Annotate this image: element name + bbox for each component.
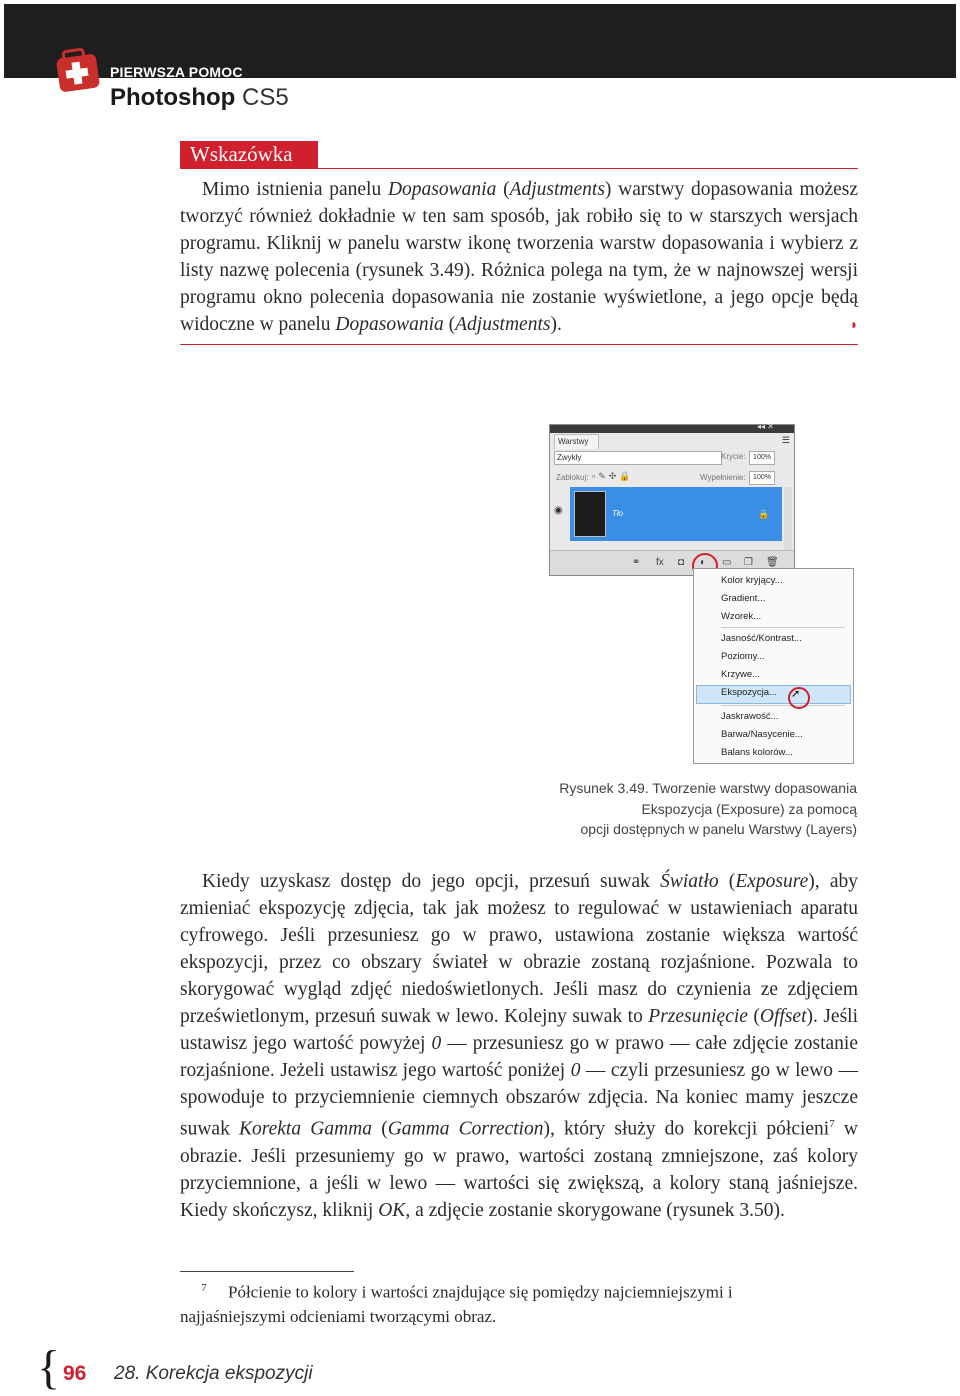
product-version: CS5 xyxy=(241,84,289,111)
collapse-icon[interactable]: ◂◂ ✕ xyxy=(757,422,774,431)
figure-caption xyxy=(520,778,857,840)
menu-item-pattern[interactable]: Wzorek... xyxy=(721,611,762,622)
caption-line: Rysunek 3.49. Tworzenie warstwy dopasowania xyxy=(559,780,857,796)
tip-divider-top xyxy=(318,168,858,169)
body-paragraph: Kiedy uzyskasz dostęp do jego opcji, przesuń suwak Światło (Exposure), aby zmieniać ekspozycję zdjęcia, tak jak możesz to regulować w ustawieniach aparatu cyfrowego. Jeśli przesuniesz go w prawo, ustawiona zostanie większa wartość ekspozycji, przez co obszary świateł w obrazie zostaną rozjaśnione. Pozwala to skorygować wygląd zdjęć niedoświetlonych. Jeśli masz do czynienia ze zdjęciem prześwietlonym, przesuń suwak w lewo. Kolejny suwak to Przesunięcie (Offset). Jeśli ustawisz jego wartość powyżej 0 — przesuniesz go w prawo — całe zdjęcie zostanie rozjaśnione. Jeżeli ustawisz jego wartość poniżej 0 — czyli przesuniesz go w lewo — spowoduje to przyciemnienie ciemnych obszarów zdjęcia. Na koniec mamy jeszcze suwak Korekta Gamma (Gamma Correction), który służy do korekcji półcieni$^7$ w obrazie. Jeśli przesuniemy go w prawo, wartości zostaną zmniejszone, zaś kolory przyciemnione, a jeśli w lewo — wartości się zwiększą, a kolory staną jaśniejsze. Kiedy skończysz, kliknij OK, a zdjęcie zostanie skorygowane (rysunek 3.50). xyxy=(180,871,859,1221)
product-title xyxy=(110,84,289,112)
layer-name: Tło xyxy=(612,509,624,518)
mask-icon[interactable]: ◘ xyxy=(678,557,685,568)
link-icon[interactable]: ⚭ xyxy=(632,557,641,568)
new-layer-icon[interactable]: ❐ xyxy=(744,557,753,568)
layers-panel-screenshot xyxy=(549,424,795,576)
footnote xyxy=(180,1276,820,1329)
tip-end-marker-icon: ◗ xyxy=(850,318,859,333)
chapter-title: 28. Korekcja ekspozycji xyxy=(114,1363,313,1384)
menu-item-exposure[interactable]: Ekspozycja... xyxy=(721,687,777,698)
opacity-field[interactable]: 100% xyxy=(749,451,775,465)
menu-item-hue-saturation[interactable]: Barwa/Nasycenie... xyxy=(721,729,803,740)
cursor-arrow-icon: ➚ xyxy=(791,688,801,700)
menu-item-solid-color[interactable]: Kolor kryjący... xyxy=(721,575,783,586)
product-name: Photoshop xyxy=(110,84,236,111)
visibility-eye-icon[interactable]: ◉ xyxy=(554,505,563,516)
series-title: PIERWSZA POMOC xyxy=(110,64,243,80)
blend-mode-select[interactable]: Zwykły xyxy=(554,451,722,465)
menu-separator xyxy=(721,627,845,628)
menu-item-gradient[interactable]: Gradient... xyxy=(721,593,766,604)
page-number: 96 xyxy=(63,1362,87,1385)
lock-label: Zablokuj: xyxy=(556,473,589,482)
footnote-text: Półcienie to kolory i wartości znajdujące się pomiędzy najciemniejszymi i najjaśniejszymi odcieniami tworzącymi obraz. xyxy=(180,1282,733,1326)
first-aid-kit-icon xyxy=(54,48,102,92)
trash-icon[interactable]: 🗑 xyxy=(766,557,779,568)
menu-item-curves[interactable]: Krzywe... xyxy=(721,669,761,680)
menu-item-color-balance[interactable]: Balans kolorów... xyxy=(721,747,793,758)
caption-line: Ekspozycja (Exposure) za pomocą xyxy=(641,800,857,817)
tip-divider xyxy=(180,168,318,169)
menu-item-vibrance[interactable]: Jaskrawość... xyxy=(721,711,779,722)
menu-item-brightness-contrast[interactable]: Jasność/Kontrast... xyxy=(721,633,802,644)
adjustment-menu xyxy=(693,568,854,764)
group-icon[interactable]: ▭ xyxy=(722,557,732,568)
fill-field[interactable]: 100% xyxy=(749,471,775,485)
fx-icon[interactable]: fx xyxy=(656,557,664,568)
layer-thumbnail xyxy=(574,491,606,537)
caption-line: opcji dostępnych w panelu Warstwy (Layers) xyxy=(580,821,857,837)
menu-separator xyxy=(721,705,845,706)
scrollbar[interactable] xyxy=(784,487,792,551)
footer-brace: { xyxy=(37,1341,61,1394)
lock-options-icon[interactable]: ▫✎✣🔒 xyxy=(592,471,634,481)
footnote-number: 7 xyxy=(201,1282,207,1294)
tip-divider-bottom xyxy=(180,344,858,345)
tab-layers[interactable]: Warstwy xyxy=(554,434,599,449)
tip-text: Mimo istnienia panelu Dopasowania (Adjustments) warstwy dopasowania możesz tworzyć również dokładnie w ten sam sposób, jak robiło się to w starszych wersjach programu. Kliknij w panelu warstw ikonę tworzenia warstw dopasowania i wybierz z listy nazwę polecenia (rysunek 3.49). Różnica polega na tym, że w najnowszej wersji programu okno polecenia dopasowania nie zostanie wyświetlone, a jego opcje będą widoczne w panelu Dopasowania (Adjustments). xyxy=(180,179,858,335)
panel-menu-icon[interactable]: ☰ xyxy=(781,435,790,445)
menu-item-levels[interactable]: Poziomy... xyxy=(721,651,765,662)
fill-label: Wypełnienie: xyxy=(700,473,746,482)
footnote-divider xyxy=(180,1271,354,1272)
layer-lock-icon: 🔒 xyxy=(758,509,770,519)
panel-header xyxy=(550,422,794,433)
tip-label: Wskazówka xyxy=(180,141,318,168)
opacity-label: Krycie: xyxy=(721,452,746,461)
adjustment-layer-icon[interactable]: ◐ xyxy=(700,557,707,568)
